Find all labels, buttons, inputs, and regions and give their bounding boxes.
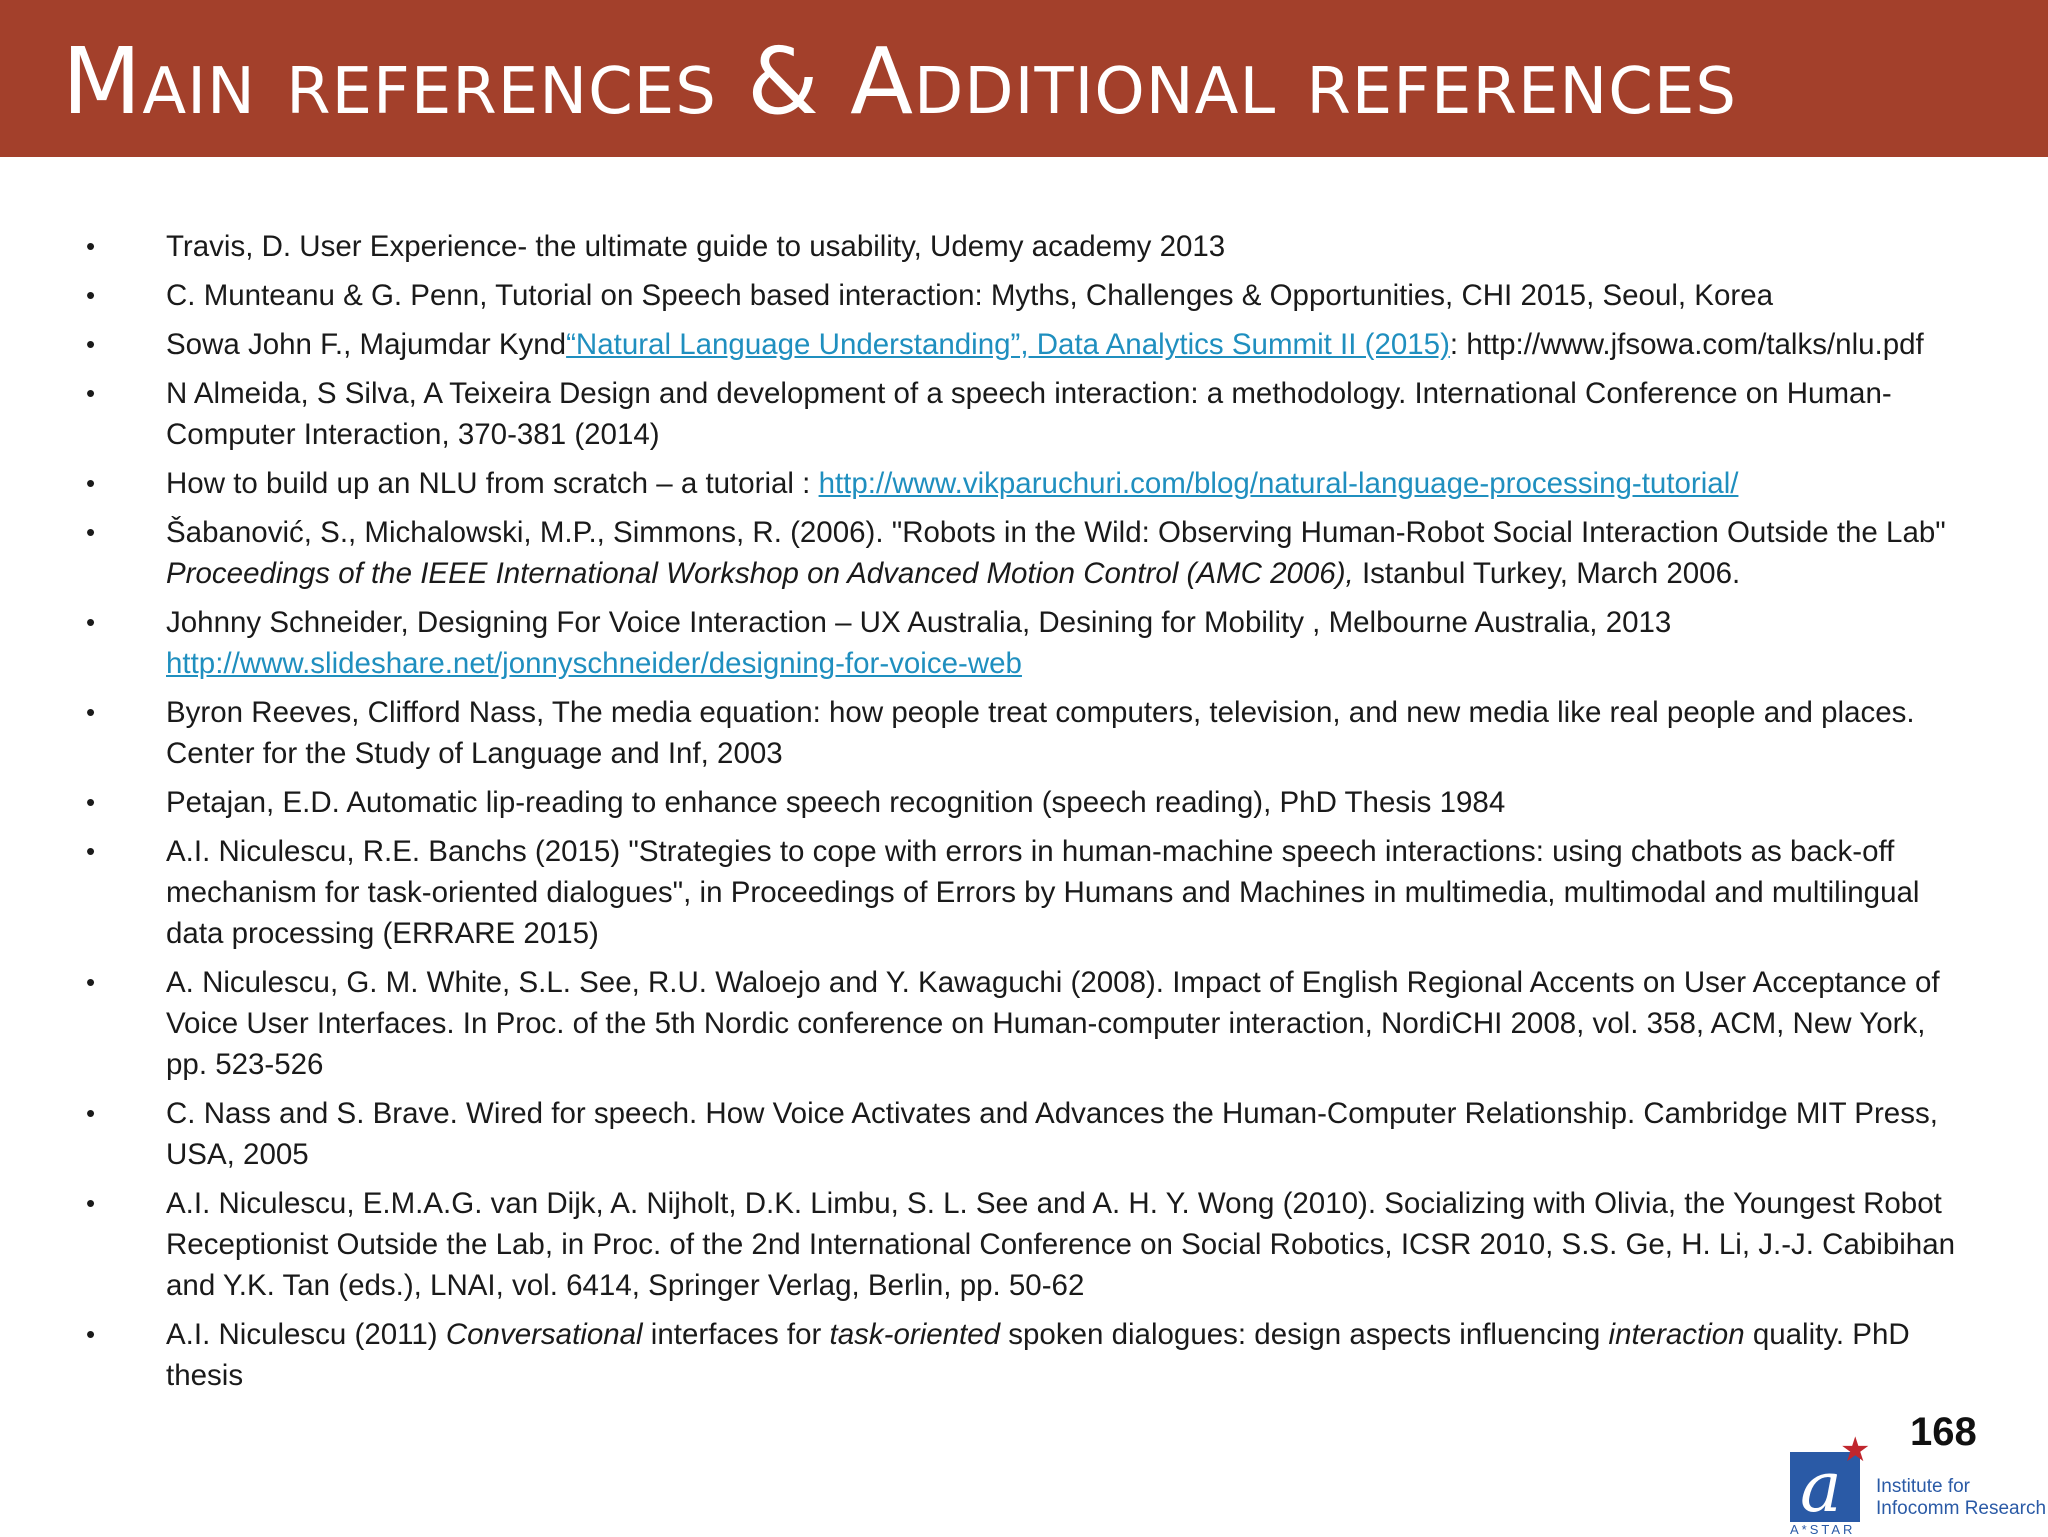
reference-item — [0, 962, 1960, 1085]
reference-item — [0, 512, 1960, 594]
reference-text: Byron Reeves, Clifford Nass, The media equation: how people treat computers, television, and new media like real people and places. Center for the Study of Language and Inf, 2003 — [166, 696, 1915, 770]
reference-item — [0, 373, 1960, 455]
reference-item — [0, 1314, 1960, 1396]
bullet-icon: • — [86, 378, 96, 408]
reference-item — [0, 226, 1960, 267]
reference-item — [0, 782, 1960, 823]
bullet-icon: • — [86, 1319, 96, 1349]
reference-item — [0, 1183, 1960, 1306]
reference-item — [0, 463, 1960, 504]
bullet-icon: • — [86, 231, 96, 261]
bullet-icon: • — [86, 1098, 96, 1128]
reference-text: C. Munteanu & G. Penn, Tutorial on Speech based interaction: Myths, Challenges & Opportunities, CHI 2015, Seoul, Korea — [166, 279, 1774, 312]
reference-text: Šabanović, S., Michalowski, M.P., Simmons, R. (2006). "Robots in the Wild: Observing Human-Robot Social Interaction Outside the Lab" — [166, 516, 1946, 549]
reference-item — [0, 692, 1960, 774]
reference-text: Petajan, E.D. Automatic lip-reading to enhance speech recognition (speech reading), PhD Thesis 1984 — [166, 786, 1506, 819]
reference-link[interactable]: http://www.slideshare.net/jonnyschneider/designing-for-voice-web — [166, 647, 1022, 680]
bullet-icon: • — [86, 280, 96, 310]
reference-text: interfaces for — [642, 1318, 830, 1351]
reference-text: Sowa John F., Majumdar Kynd — [166, 328, 567, 361]
bullet-icon: • — [86, 517, 96, 547]
reference-text: Johnny Schneider, Designing For Voice Interaction – UX Australia, Desining for Mobility , Melbourne Australia, 2013 — [166, 606, 1672, 639]
bullet-icon: • — [86, 607, 96, 637]
reference-text: A.I. Niculescu (2011) — [166, 1318, 446, 1351]
reference-item — [0, 324, 1960, 365]
reference-text: N Almeida, S Silva, A Teixeira Design and development of a speech interaction: a methodology. International Conference on Human-Computer Interaction, 370-381 (2014) — [166, 377, 1892, 451]
logo-line: Infocomm Research — [1876, 1498, 2047, 1519]
reference-italic: task-oriented — [829, 1318, 1001, 1351]
reference-text: A.I. Niculescu, E.M.A.G. van Dijk, A. Nijholt, D.K. Limbu, S. L. See and A. H. Y. Wong (2010). Socializing with Olivia, the Youngest Robot Receptionist Outside the Lab, in Proc. of the 2nd International Conference on Social Robotics, ICSR 2010, S.S. Ge, H. Li, J.-J. Cabibihan and Y.K. Tan (eds.), LNAI, vol. 6414, Springer Verlag, Berlin, pp. 50-62 — [166, 1187, 1956, 1302]
reference-text: : http://www.jfsowa.com/talks/nlu.pdf — [1449, 328, 1924, 361]
reference-text: C. Nass and S. Brave. Wired for speech. How Voice Activates and Advances the Human-Computer Relationship. Cambridge MIT Press, USA, 2005 — [166, 1097, 1938, 1171]
bullet-icon: • — [86, 1188, 96, 1218]
logo-subtext: A*STAR — [1790, 1522, 1856, 1537]
reference-text: Istanbul Turkey, March 2006. — [1353, 557, 1741, 590]
reference-text: quality. PhD thesis — [166, 1318, 1910, 1392]
bullet-icon: • — [86, 329, 96, 359]
logo-mark-letter: a — [1800, 1446, 1842, 1528]
reference-text: A.I. Niculescu, R.E. Banchs (2015) "Strategies to cope with errors in human-machine speech interactions: using chatbots as back-off mechanism for task-oriented dialogues", in Proceedings of Errors by Humans and Machines in multimedia, multimodal and multilingual data processing (ERRARE 2015) — [166, 835, 1920, 950]
bullet-icon: • — [86, 468, 96, 498]
reference-italic: Proceedings of the IEEE International Workshop on Advanced Motion Control (AMC 2006), — [166, 557, 1354, 590]
reference-item — [0, 275, 1960, 316]
slide-title: Main references & Additional references — [62, 28, 1738, 135]
bullet-icon: • — [86, 967, 96, 997]
bullet-icon: • — [86, 787, 96, 817]
reference-text: Travis, D. User Experience- the ultimate guide to usability, Udemy academy 2013 — [166, 230, 1226, 263]
reference-italic: Conversational — [445, 1318, 643, 1351]
reference-italic: interaction — [1608, 1318, 1745, 1351]
reference-item — [0, 1093, 1960, 1175]
reference-list — [0, 226, 1960, 1404]
page-number: 168 — [1910, 1410, 1977, 1454]
logo-line: Institute for — [1876, 1476, 1970, 1497]
star-icon: ★ — [1840, 1431, 1871, 1469]
bullet-icon: • — [86, 697, 96, 727]
reference-text: How to build up an NLU from scratch – a tutorial : — [166, 467, 819, 500]
reference-link[interactable]: http://www.vikparuchuri.com/blog/natural-language-processing-tutorial/ — [818, 467, 1739, 500]
logo-text — [1876, 1476, 2048, 1520]
reference-link[interactable]: “Natural Language Understanding”, Data Analytics Summit II (2015) — [566, 328, 1450, 361]
reference-item — [0, 602, 1960, 684]
reference-text: spoken dialogues: design aspects influencing — [1000, 1318, 1609, 1351]
reference-item — [0, 831, 1960, 954]
title-bar — [0, 0, 2048, 157]
reference-text: A. Niculescu, G. M. White, S.L. See, R.U. Waloejo and Y. Kawaguchi (2008). Impact of English Regional Accents on User Acceptance of Voice User Interfaces. In Proc. of the 5th Nordic conference on Human-computer interaction, NordiCHI 2008, vol. 358, ACM, New York, pp. 523-526 — [166, 966, 1940, 1081]
bullet-icon: • — [86, 836, 96, 866]
